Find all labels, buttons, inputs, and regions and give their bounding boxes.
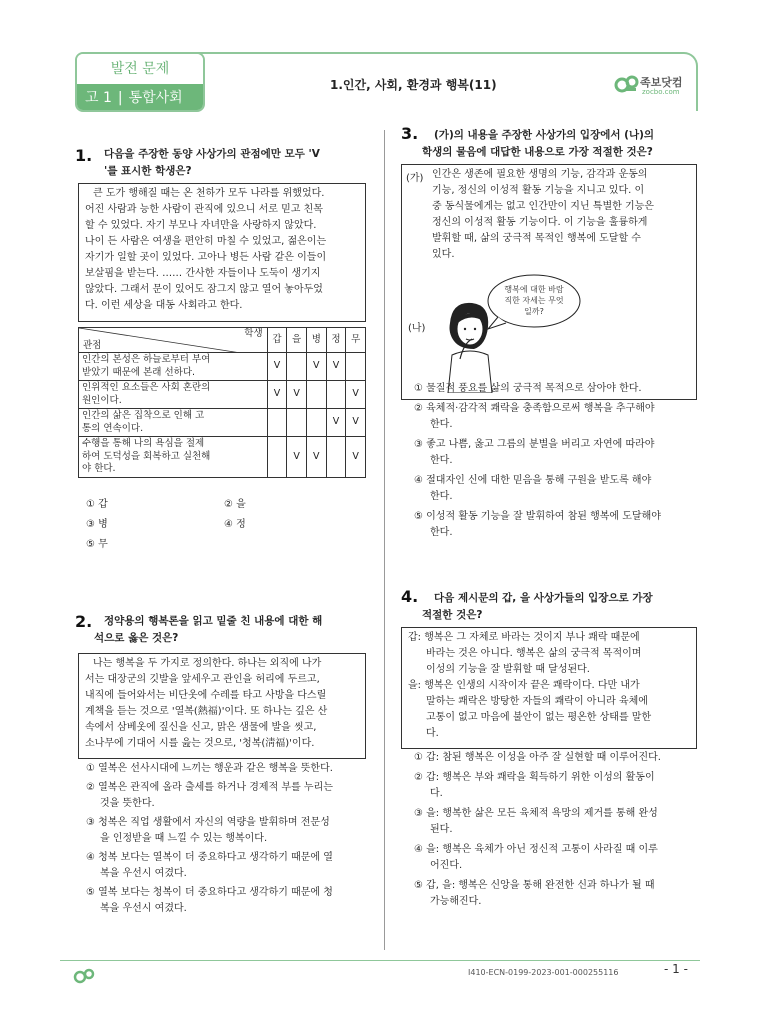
passage-line: 말하는 쾌락은 방탕한 자들의 쾌락이 아니라 육체에 — [426, 696, 648, 707]
q2-option[interactable] — [86, 850, 368, 883]
mark-cell: V — [346, 409, 366, 437]
option-line: 것을 뜻한다. — [100, 798, 155, 809]
option-line: ⑤ 열복 보다는 청복이 더 중요하다고 생각하기 때문에 청 — [86, 886, 333, 898]
passage-line: 인간은 생존에 필요한 생명의 기능, 감각과 운동의 — [432, 169, 648, 180]
logo-text: 족보닷컴 — [640, 76, 683, 89]
option-line: ① 갑: 참된 행복은 이성을 아주 잘 실현할 때 이루어진다. — [414, 752, 661, 763]
table-row — [79, 353, 366, 381]
q2-passage — [78, 653, 366, 759]
mark-cell — [326, 437, 346, 478]
passage-line: 기능, 정신의 이성적 활동 기능을 지니고 있다. 이 — [432, 185, 645, 196]
column-divider — [384, 130, 385, 950]
mark-cell: V — [267, 381, 287, 409]
student-header: 을 — [287, 328, 307, 353]
option-line: ④ 절대자인 신에 대한 믿음을 통해 구원을 받도록 해야 — [414, 474, 652, 486]
q4-option[interactable] — [414, 770, 700, 803]
q3-option[interactable] — [414, 437, 698, 470]
view-line: 야 한다. — [82, 463, 116, 474]
q2-stem — [94, 613, 376, 647]
page-number: - 1 - — [664, 962, 688, 976]
q3-stem-line: 학생의 물음에 대답한 내용으로 가장 적절한 것은? — [422, 146, 653, 158]
q4-number: 4. — [401, 587, 419, 606]
q1-option[interactable]: ① 갑 — [86, 499, 108, 510]
mark-cell: V — [326, 353, 346, 381]
option-line: 복을 우선시 여겼다. — [100, 903, 187, 914]
badge-separator: | — [117, 90, 123, 106]
q2-number: 2. — [75, 612, 93, 631]
view-line: 인간의 삶은 집착으로 인해 고 — [82, 410, 205, 421]
q1-stem-line: '를 표시한 학생은? — [104, 165, 192, 177]
option-line: 한다. — [430, 419, 453, 430]
q3-option[interactable] — [414, 473, 698, 506]
option-line: 어진다. — [430, 860, 463, 871]
q2-option[interactable] — [86, 885, 368, 918]
q4-stem — [422, 590, 706, 624]
student-header: 정 — [326, 328, 346, 353]
view-line: 원인이다. — [82, 394, 122, 406]
student-header: 갑 — [267, 328, 287, 353]
passage-line: 서는 대장군의 깃발을 앞세우고 관인을 허리에 두르고, — [85, 674, 320, 685]
q2-options — [86, 761, 368, 918]
mark-cell — [287, 409, 307, 437]
q4-stem-line: 다음 제시문의 갑, 을 사상가들의 입장으로 가장 — [434, 592, 653, 604]
mark-cell — [346, 353, 366, 381]
passage-line: 중 동식물에게는 없고 인간만이 지닌 특별한 기능은 — [432, 201, 654, 212]
logo-subtext: zocbo.com — [642, 88, 680, 96]
table-row — [79, 409, 366, 437]
mark-cell: V — [346, 381, 366, 409]
option-line: 다. — [430, 788, 443, 799]
mark-cell — [306, 381, 326, 409]
passage-line: 고통이 없고 마음에 불안이 없는 평온한 상태를 말한 — [426, 712, 652, 723]
q1-stem — [104, 146, 374, 180]
badge-grade: 고 1 — [85, 90, 112, 106]
view-line: 받았기 때문에 본래 선하다. — [82, 366, 196, 378]
q2-stem-line: 정약용의 행복론을 읽고 밑줄 친 내용에 대한 해 — [104, 615, 323, 627]
badge-course — [77, 84, 203, 112]
corner-label-student: 학생 — [244, 328, 263, 339]
q3-stem-line: (가)의 내용을 주장한 사상가의 입장에서 (나)의 — [434, 129, 655, 141]
option-line: ③ 좋고 나쁨, 옳고 그름의 분별을 버리고 자연에 따라야 — [414, 438, 655, 450]
view-line: 통의 연속이다. — [82, 422, 144, 434]
q3-number: 3. — [401, 124, 419, 143]
view-line: 수행을 통해 나의 욕심을 절제 — [82, 438, 205, 449]
q3-label-na: (나) — [408, 323, 426, 334]
option-line: ④ 청복 보다는 열복이 더 중요하다고 생각하기 때문에 열 — [86, 851, 333, 863]
option-line: ① 물질적 풍요를 삶의 궁극적 목적으로 삼아야 한다. — [414, 383, 642, 394]
view-cell — [79, 437, 268, 478]
q2-option[interactable] — [86, 761, 368, 778]
q2-stem-line: 석으로 옳은 것은? — [94, 632, 179, 644]
option-line: ② 열복은 관직에 올라 출세를 하거나 경제적 부를 누리는 — [86, 781, 333, 793]
passage-line: 다. — [426, 728, 439, 739]
option-line: ⑤ 이성적 활동 기능을 잘 발휘하여 참된 행복에 도달해야 — [414, 510, 661, 522]
badge-subject: 통합사회 — [128, 90, 183, 106]
view-line: 하여 도덕성을 회복하고 실천해 — [82, 450, 211, 462]
option-line: 된다. — [430, 824, 453, 835]
q1-option[interactable]: ② 을 — [224, 499, 246, 510]
passage-line: 내직에 들어와서는 비단옷에 수레를 타고 사방을 다스릴 — [85, 690, 327, 701]
passage-line: 나이 든 사람은 여생을 편안히 마칠 수 있었고, 젊은이는 — [85, 236, 327, 247]
option-line: ② 육체적·감각적 쾌락을 충족함으로써 행복을 추구해야 — [414, 402, 655, 414]
option-line: 한다. — [430, 491, 453, 502]
passage-line: 다. 이런 세상을 대동 사회라고 한다. — [85, 300, 243, 311]
header-badge — [75, 52, 205, 112]
mark-cell: V — [306, 353, 326, 381]
view-line: 인간의 본성은 하늘로부터 부여 — [82, 354, 211, 365]
view-cell — [79, 353, 268, 381]
passage-line: 이성의 기능을 잘 발휘할 때 달성된다. — [426, 664, 590, 675]
option-line: ① 열복은 선사시대에 느끼는 행운과 같은 행복을 뜻한다. — [86, 763, 333, 774]
q3-passage — [432, 167, 694, 263]
q3-passage-box — [401, 164, 697, 400]
mark-cell — [267, 437, 287, 478]
q1-option[interactable]: ③ 병 — [86, 519, 108, 530]
view-cell — [79, 409, 268, 437]
option-line: 복을 우선시 여겼다. — [100, 868, 187, 879]
table-row — [79, 437, 366, 478]
page-title: 1.인간, 사회, 환경과 행복(11) — [330, 78, 497, 92]
mark-cell — [287, 353, 307, 381]
mark-cell: V — [306, 437, 326, 478]
option-line: 한다. — [430, 527, 453, 538]
q2-option[interactable] — [86, 780, 368, 813]
q4-options — [414, 750, 700, 911]
mark-cell — [267, 409, 287, 437]
option-line: 을 인정받을 때 느낄 수 있는 행복이다. — [100, 833, 268, 844]
view-line: 인위적인 요소들은 사회 혼란의 — [82, 382, 211, 393]
passage-line: 어진 사람과 능한 사람이 관직에 있으니 서로 믿고 친목 — [85, 204, 323, 215]
q1-option[interactable]: ⑤ 무 — [86, 539, 108, 550]
mark-cell — [326, 381, 346, 409]
option-line: ④ 을: 행복은 육체가 아닌 정신적 고통이 사라질 때 이루 — [414, 843, 658, 855]
q4-option[interactable] — [414, 806, 700, 839]
corner-diagonal — [79, 328, 241, 353]
option-line: ② 갑: 행복은 부와 쾌락을 획득하기 위한 이성의 활동이 — [414, 771, 655, 783]
speech-bubble-text — [496, 284, 572, 317]
mark-cell: V — [287, 381, 307, 409]
mark-cell — [306, 409, 326, 437]
option-line: ③ 청복은 직업 생활에서 자신의 역량을 발휘하며 전문성 — [86, 816, 330, 828]
table-corner — [79, 328, 268, 353]
student-header: 병 — [306, 328, 326, 353]
q1-option[interactable]: ④ 정 — [224, 519, 246, 530]
passage-line: 바라는 것은 아니다. 행복은 삶의 궁극적 목적이며 — [426, 648, 642, 659]
mark-cell: V — [287, 437, 307, 478]
passage-line: 갑: 행복은 그 자체로 바라는 것이지 부나 쾌락 때문에 — [408, 632, 640, 643]
passage-line: 않았다. 그래서 문이 있어도 잠그지 않고 열어 놓아두었 — [85, 284, 323, 295]
passage-line: 있다. — [432, 249, 455, 260]
q4-passage — [401, 627, 697, 749]
q1-table — [78, 327, 366, 478]
q3-option[interactable] — [414, 381, 698, 398]
q1-stem-line: 다음을 주장한 동양 사상가의 관점에만 모두 'V — [104, 148, 320, 160]
option-line: ③ 을: 행복한 삶은 모든 육체적 욕망의 제거를 통해 완성 — [414, 807, 658, 819]
table-row — [79, 381, 366, 409]
student-header: 무 — [346, 328, 366, 353]
footer-logo-icon — [72, 966, 98, 986]
passage-line: 큰 도가 행해질 때는 온 천하가 모두 나라를 위했었다. — [93, 188, 325, 199]
q4-option[interactable] — [414, 842, 700, 875]
passage-line: 나는 행복을 두 가지로 정의한다. 하나는 외직에 나가 — [93, 658, 322, 669]
passage-line: 발휘할 때, 삶의 궁극적 목적인 행복에 도달할 수 — [432, 233, 641, 244]
mark-cell: V — [326, 409, 346, 437]
q3-option[interactable] — [414, 401, 698, 434]
passage-line: 속에서 삼베옷에 짚신을 신고, 맑은 샘물에 발을 씻고, — [85, 722, 317, 733]
passage-line: 소나무에 기대어 시를 읊는 것으로, '청복(淸福)'이다. — [85, 738, 315, 749]
passage-line: 보살핌을 받는다. …… 간사한 자들이나 도둑이 생기지 — [85, 268, 321, 279]
q4-stem-line: 적절한 것은? — [422, 609, 483, 621]
footer-rule — [60, 960, 700, 961]
q4-option[interactable] — [414, 878, 700, 911]
q3-options — [414, 381, 698, 542]
bubble-line: 직한 자세는 무엇 — [504, 296, 564, 305]
option-line: 가능해진다. — [430, 896, 482, 907]
passage-line: 을: 행복은 인생의 시작이자 끝은 쾌락이다. 다만 내가 — [408, 680, 640, 691]
option-line: 한다. — [430, 455, 453, 466]
q4-option[interactable] — [414, 750, 700, 767]
corner-label-view: 관점 — [83, 339, 102, 351]
bubble-line: 행복에 대한 바람 — [504, 285, 564, 294]
q1-number: 1. — [75, 146, 93, 165]
option-line: ⑤ 갑, 을: 행복은 신앙을 통해 완전한 신과 하나가 될 때 — [414, 879, 655, 891]
mark-cell: V — [346, 437, 366, 478]
q3-label-ga: (가) — [406, 173, 424, 184]
view-cell — [79, 381, 268, 409]
q1-passage — [78, 183, 366, 322]
mark-cell: V — [267, 353, 287, 381]
passage-line: 계책을 듣는 것으로 '열복(熱福)'이다. 또 하나는 깊은 산 — [85, 706, 328, 717]
document-code: I410-ECN-0199-2023-001-000255116 — [468, 968, 619, 977]
passage-line: 자기가 일할 곳이 있었다. 고아나 병든 사람 같은 이들이 — [85, 252, 327, 263]
bubble-line: 일까? — [524, 307, 544, 316]
badge-category: 발전 문제 — [77, 54, 203, 84]
q3-option[interactable] — [414, 509, 698, 542]
passage-line: 정신의 이성적 활동 기능이다. 이 기능을 훌륭하게 — [432, 217, 648, 228]
passage-line: 할 수 있었다. 자기 부모나 자녀만을 사랑하지 않았다. — [85, 220, 317, 231]
q2-option[interactable] — [86, 815, 368, 848]
q3-stem — [422, 127, 706, 161]
